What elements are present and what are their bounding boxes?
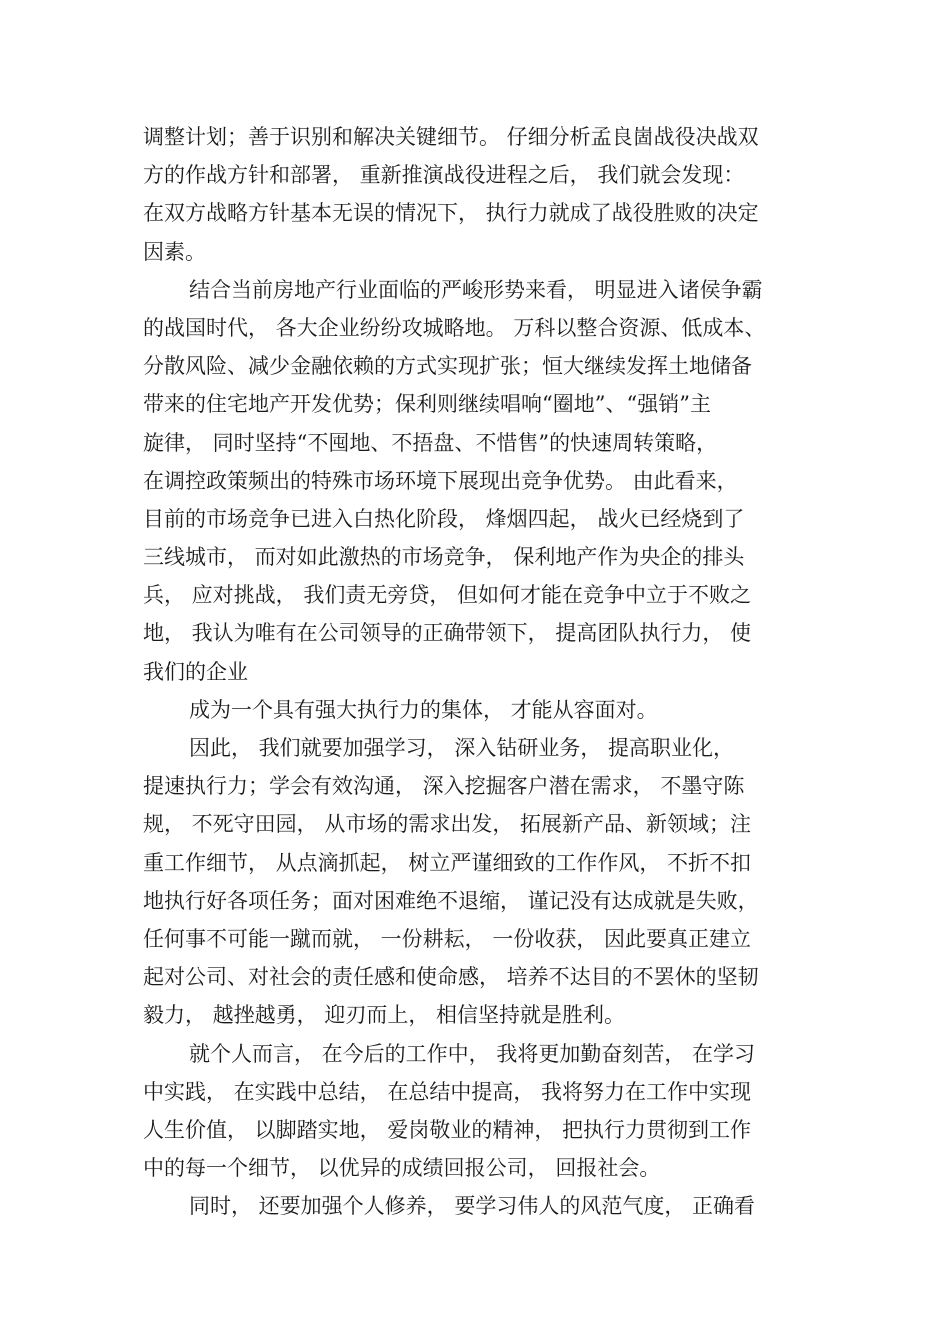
text-line: 在调控政策频出的特殊市场环境下展现出竞争优势。 由此看来， bbox=[143, 468, 738, 493]
text-line: 兵， 应对挑战， 我们责无旁贷， 但如何才能在竞争中立于不败之 bbox=[143, 583, 752, 608]
paragraph-first-line: 同时， 还要加强个人修养， 要学习伟人的风范气度， 正确看 bbox=[189, 1194, 756, 1219]
text-line: 中的每一个细节， 以优异的成绩回报公司， 回报社会。 bbox=[143, 1156, 661, 1181]
text-line: 调整计划；善于识别和解决关键细节。 仔细分析孟良崮战役决战双 bbox=[143, 125, 759, 149]
text-line: 目前的市场竞争已进入白热化阶段， 烽烟四起， 战火已经烧到了 bbox=[143, 506, 745, 531]
text-line: 在双方战略方针基本无误的情况下， 执行力就成了战役胜败的决定 bbox=[143, 201, 759, 226]
text-line: 带来的住宅地产开发优势；保利则继续唱响“圈地”、“强销”主 bbox=[143, 392, 711, 417]
text-line: 我们的企业 bbox=[143, 659, 248, 684]
text-line: 旋律， 同时坚持“不囤地、不捂盘、不惜售”的快速周转策略， bbox=[143, 430, 718, 455]
body-text bbox=[143, 118, 813, 1225]
text-line: 规， 不死守田园， 从市场的需求出发， 拓展新产品、新领域；注 bbox=[143, 812, 752, 837]
text-line: 分散风险、减少金融依赖的方式实现扩张；恒大继续发挥土地储备 bbox=[143, 354, 752, 379]
text-line: 地执行好各项任务；面对困难绝不退缩， 谨记没有达成就是失败， bbox=[143, 888, 759, 913]
text-line: 方的作战方针和部署， 重新推演战役进程之后， 我们就会发现： bbox=[143, 163, 745, 188]
paragraph-first-line: 因此， 我们就要加强学习， 深入钻研业务， 提高职业化， bbox=[189, 736, 735, 760]
text-line: 因素。 bbox=[143, 239, 206, 264]
text-line: 的战国时代， 各大企业纷纷攻城略地。 万科以整合资源、低成本、 bbox=[143, 315, 766, 340]
text-line: 人生价值， 以脚踏实地， 爱岗敬业的精神， 把执行力贯彻到工作 bbox=[143, 1117, 752, 1142]
text-line: 任何事不可能一蹴而就， 一份耕耘， 一份收获， 因此要真正建立 bbox=[143, 926, 752, 951]
text-line: 重工作细节， 从点滴抓起， 树立严谨细致的工作作风， 不折不扣 bbox=[143, 850, 752, 875]
text-line: 提速执行力；学会有效沟通， 深入挖掘客户潜在需求， 不墨守陈 bbox=[143, 774, 745, 799]
paragraph-first-line: 成为一个具有强大执行力的集体， 才能从容面对。 bbox=[189, 697, 658, 722]
text-line: 中实践， 在实践中总结， 在总结中提高， 我将努力在工作中实现 bbox=[143, 1079, 752, 1104]
text-line: 起对公司、对社会的责任感和使命感， 培养不达目的不罢休的坚韧 bbox=[143, 965, 759, 990]
text-line: 三线城市， 而对如此激热的市场竞争， 保利地产作为央企的排头 bbox=[143, 545, 745, 570]
text-line: 地， 我认为唯有在公司领导的正确带领下， 提高团队执行力， 使 bbox=[143, 621, 752, 646]
paragraph-first-line: 结合当前房地产行业面临的严峻形势来看， 明显进入诸侯争霸 bbox=[189, 277, 763, 302]
paragraph-first-line: 就个人而言， 在今后的工作中， 我将更加勤奋刻苦， 在学习 bbox=[189, 1041, 756, 1066]
text-line: 毅力， 越挫越勇， 迎刃而上， 相信坚持就是胜利。 bbox=[143, 1003, 626, 1028]
